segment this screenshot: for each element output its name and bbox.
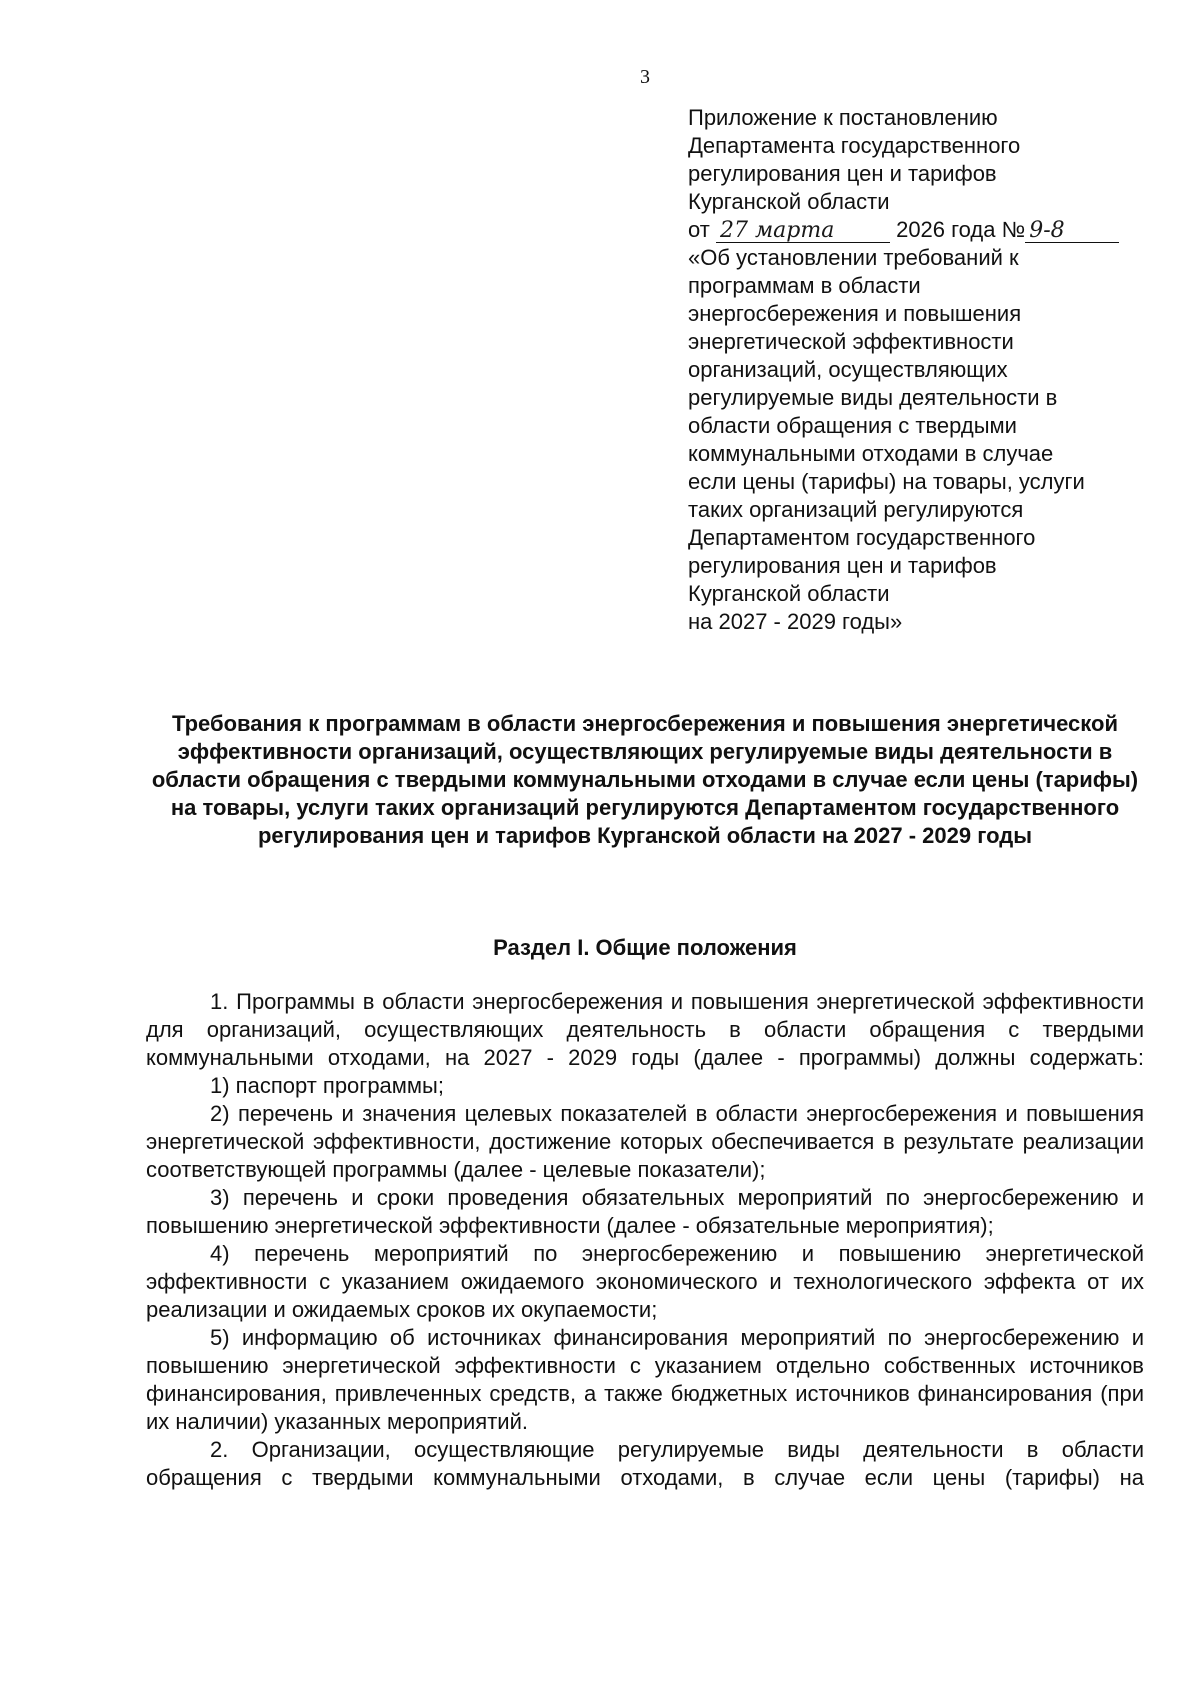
appendix-date-line: [688, 216, 1128, 244]
appendix-subject-line: на 2027 - 2029 годы»: [688, 609, 903, 634]
body-text: [146, 988, 1144, 1492]
appendix-subject-line: если цены (тарифы) на товары, услуги: [688, 469, 1085, 494]
section-title: Раздел I. Общие положения: [493, 935, 797, 960]
appendix-subject-line: «Об установлении требований к: [688, 245, 1019, 270]
paragraph: 4) перечень мероприятий по энергосбережению и повышению энергетической эффективности с указанием ожидаемого экономического и технологического эффекта от их реализации и ожидаемых сроков их окупаемости;: [146, 1241, 1144, 1322]
appendix-subject-line: энергетической эффективности: [688, 329, 1014, 354]
paragraph: 2. Организации, осуществляющие регулируемые виды деятельности в области обращения с твердыми коммунальными отходами, в случае если цены (тарифы) на: [146, 1437, 1144, 1490]
appendix-subject-line: организаций, осуществляющих: [688, 357, 1008, 382]
appendix-subject-line: Департаментом государственного: [688, 525, 1036, 550]
appendix-subject-line: регулирования цен и тарифов: [688, 553, 997, 578]
appendix-line: Департамента государственного: [688, 133, 1021, 158]
date-prefix: от: [688, 217, 710, 242]
paragraph: 1) паспорт программы;: [210, 1073, 444, 1098]
appendix-line: регулирования цен и тарифов: [688, 161, 997, 186]
handwritten-number: 9-8: [1025, 220, 1119, 243]
appendix-subject-line: таких организаций регулируются: [688, 497, 1024, 522]
paragraph: 5) информацию об источниках финансирования мероприятий по энергосбережению и повышению энергетической эффективности с указанием отдельно собственных источников финансирования, привлеченных средств, а также бюджетных источников финансирования (при их наличии) указанных мероприятий.: [146, 1325, 1144, 1434]
appendix-line: Приложение к постановлению: [688, 105, 998, 130]
paragraph: 3) перечень и сроки проведения обязательных мероприятий по энергосбережению и повышению энергетической эффективности (далее - обязательные мероприятия);: [146, 1185, 1144, 1238]
paragraph: 2) перечень и значения целевых показателей в области энергосбережения и повышения энергетической эффективности, достижение которых обеспечивается в результате реализации соответствующей программы (далее - целевые показатели);: [146, 1101, 1144, 1182]
appendix-subject-line: коммунальными отходами в случае: [688, 441, 1054, 466]
appendix-subject-line: регулируемые виды деятельности в: [688, 385, 1058, 410]
appendix-block: [688, 104, 1128, 636]
appendix-subject-line: Курганской области: [688, 581, 890, 606]
appendix-subject-line: энергосбережения и повышения: [688, 301, 1022, 326]
document-title: Требования к программам в области энергосбережения и повышения энергетической эффективности организаций, осуществляющих регулируемые виды деятельности в области обращения с твердыми коммунальными отходами в случае если цены (тарифы) на товары, услуги таких организаций регулируются Департаментом государственного регулирования цен и тарифов Курганской области на 2027 - 2029 годы: [151, 711, 1139, 848]
handwritten-date: 27 марта: [716, 220, 890, 243]
paragraph: 1. Программы в области энергосбережения и повышения энергетической эффективности для организаций, осуществляющих деятельность в области обращения с твердыми коммунальными отходами, на 2027 - 2029 годы (далее - программы) должны содержать:: [146, 989, 1144, 1070]
date-year-text: 2026 года №: [896, 217, 1026, 242]
appendix-subject-line: программам в области: [688, 273, 921, 298]
appendix-subject-line: области обращения с твердыми: [688, 413, 1017, 438]
appendix-line: Курганской области: [688, 189, 890, 214]
page-number: 3: [640, 66, 650, 88]
